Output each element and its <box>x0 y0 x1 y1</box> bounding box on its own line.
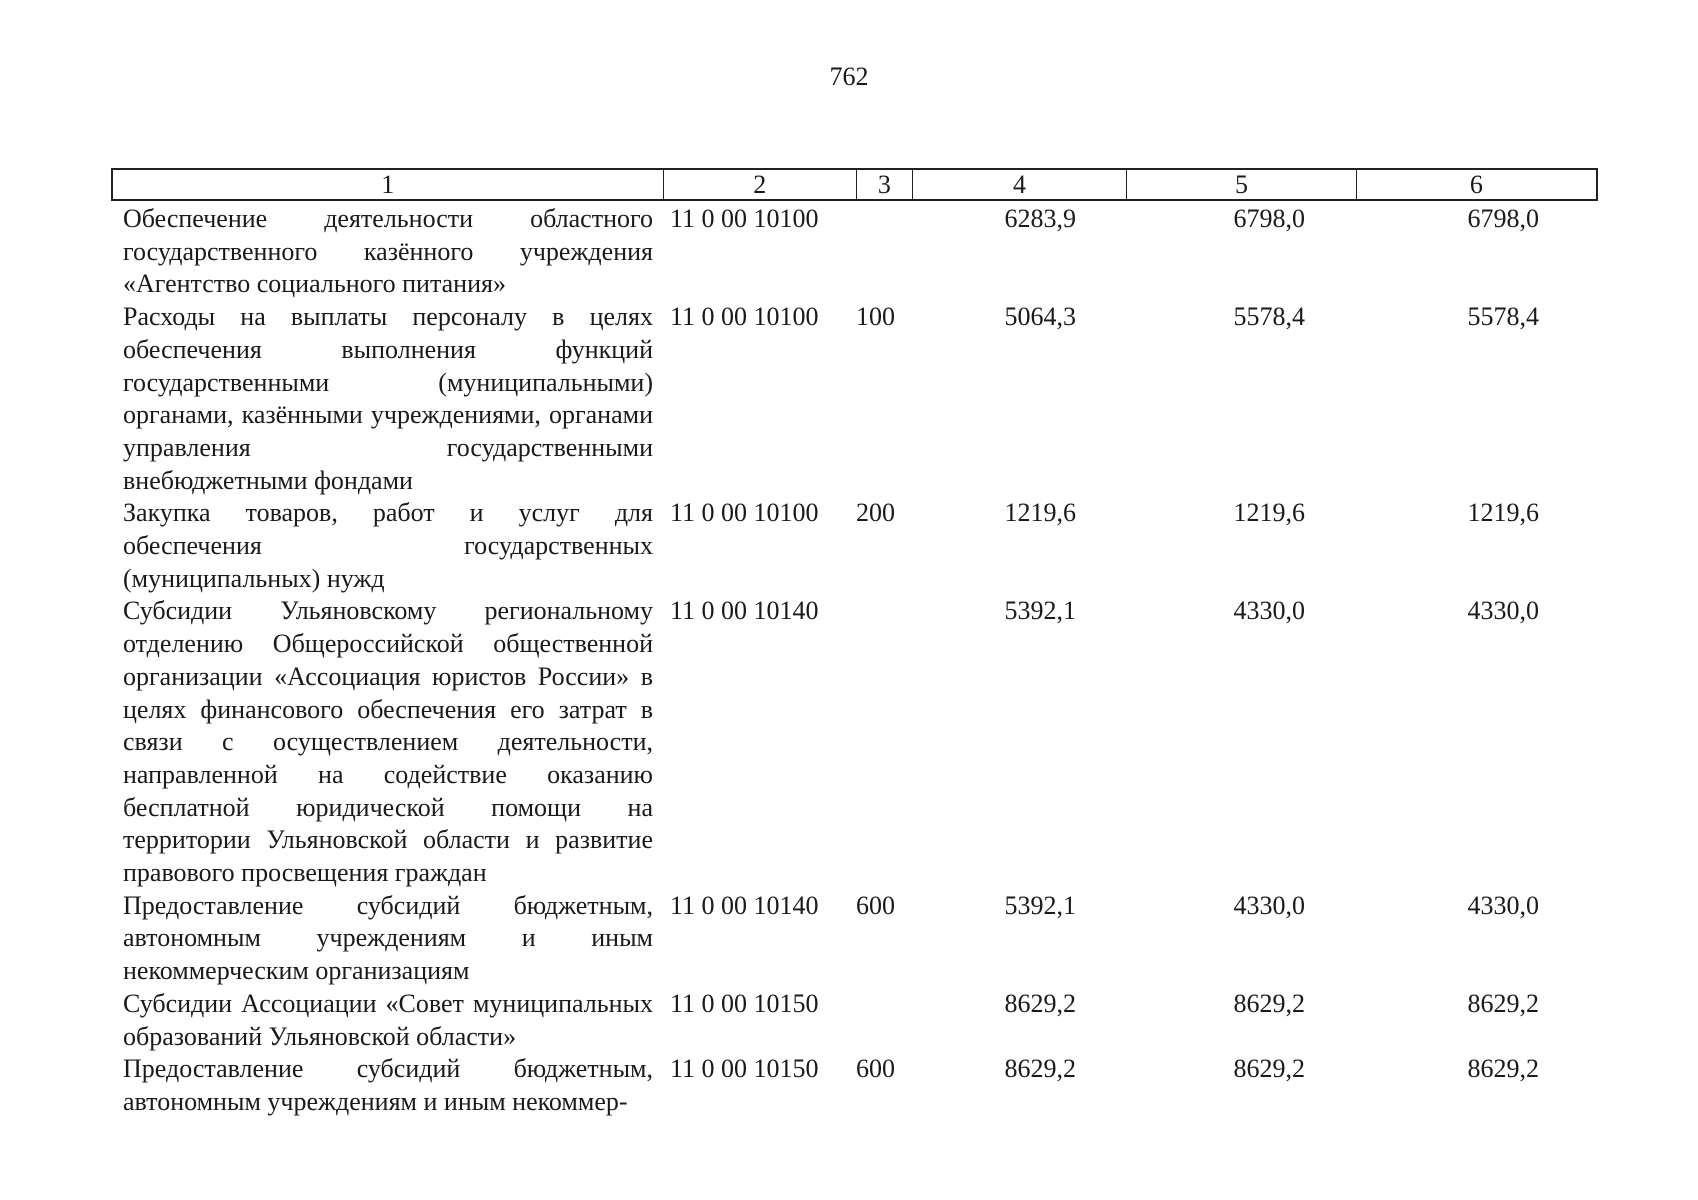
header-col-3: 3 <box>857 170 913 199</box>
row-value-col6: 4330,0 <box>1467 596 1539 626</box>
row-code: 11 0 00 10150 <box>670 988 819 1018</box>
table-row <box>123 1053 1583 1118</box>
row-expense-type: 600 <box>856 1054 895 1084</box>
row-value-col5: 4330,0 <box>1233 596 1305 626</box>
header-col-1: 1 <box>113 170 664 199</box>
row-value-col5: 8629,2 <box>1233 988 1305 1018</box>
row-description: Субсидии Ульяновскому региональному отделению Общероссийской общественной организации «Ассоциация юристов России» в целях финансового обеспечения его затрат в связи с осуществлением деятельности, направленной на содействие оказанию бесплатной юридической помощи на территории Ульяновской области и развитие правового просвещения граждан <box>123 596 653 888</box>
header-col-2: 2 <box>664 170 857 199</box>
row-value-col6: 1219,6 <box>1467 498 1539 528</box>
header-col-6: 6 <box>1469 170 1483 199</box>
row-value-col5: 4330,0 <box>1233 890 1305 920</box>
row-value-col6: 4330,0 <box>1467 890 1539 920</box>
row-code: 11 0 00 10150 <box>670 1054 819 1084</box>
row-description: Закупка товаров, работ и услуг для обеспечения государственных (муниципальных) нужд <box>123 498 653 593</box>
row-value-col6: 8629,2 <box>1467 988 1539 1018</box>
table-row <box>123 203 1583 301</box>
row-value-col4: 5392,1 <box>1004 596 1076 626</box>
row-value-col6: 8629,2 <box>1467 1054 1539 1084</box>
row-description: Обеспечение деятельности областного государственного казённого учреждения «Агентство социального питания» <box>123 204 653 299</box>
row-code: 11 0 00 10140 <box>670 890 819 920</box>
row-expense-type: 600 <box>856 890 895 920</box>
row-value-col6: 6798,0 <box>1467 204 1539 233</box>
row-code: 11 0 00 10100 <box>670 204 819 233</box>
row-value-col4: 6283,9 <box>1004 204 1076 233</box>
row-value-col5: 8629,2 <box>1233 1054 1305 1084</box>
row-code: 11 0 00 10100 <box>670 302 819 332</box>
page-number: 762 <box>829 62 869 91</box>
row-value-col4: 8629,2 <box>1004 1054 1076 1084</box>
table-body <box>123 203 1583 1119</box>
row-value-col5: 6798,0 <box>1233 204 1305 233</box>
row-description: Предоставление субсидий бюджетным, автономным учреждениям и иным некоммер- <box>123 1054 653 1116</box>
table-row <box>123 301 1583 497</box>
row-code: 11 0 00 10140 <box>670 596 819 626</box>
row-value-col5: 5578,4 <box>1233 302 1305 332</box>
table-row <box>123 890 1583 988</box>
header-col-4: 4 <box>913 170 1127 199</box>
row-expense-type: 100 <box>856 302 895 332</box>
header-col-5: 5 <box>1127 170 1356 199</box>
row-expense-type: 200 <box>856 498 895 528</box>
table-row <box>123 595 1583 889</box>
row-description: Предоставление субсидий бюджетным, автономным учреждениям и иным некоммерческим организациям <box>123 890 653 986</box>
row-description: Субсидии Ассоциации «Совет муниципальных образований Ульяновской области» <box>123 988 653 1051</box>
row-description: Расходы на выплаты персоналу в целях обеспечения выполнения функций государственными (муниципальными) органами, казёнными учреждениями, органами управления государственными внебюджетными фондами <box>123 302 653 495</box>
row-code: 11 0 00 10100 <box>670 498 819 528</box>
row-value-col4: 8629,2 <box>1004 988 1076 1018</box>
table-row <box>123 988 1583 1053</box>
row-value-col4: 5392,1 <box>1004 890 1076 920</box>
table-row <box>123 497 1583 595</box>
row-value-col4: 1219,6 <box>1004 498 1076 528</box>
row-value-col4: 5064,3 <box>1004 302 1076 332</box>
table-header-row <box>111 168 1598 201</box>
row-value-col6: 5578,4 <box>1467 302 1539 332</box>
row-value-col5: 1219,6 <box>1233 498 1305 528</box>
